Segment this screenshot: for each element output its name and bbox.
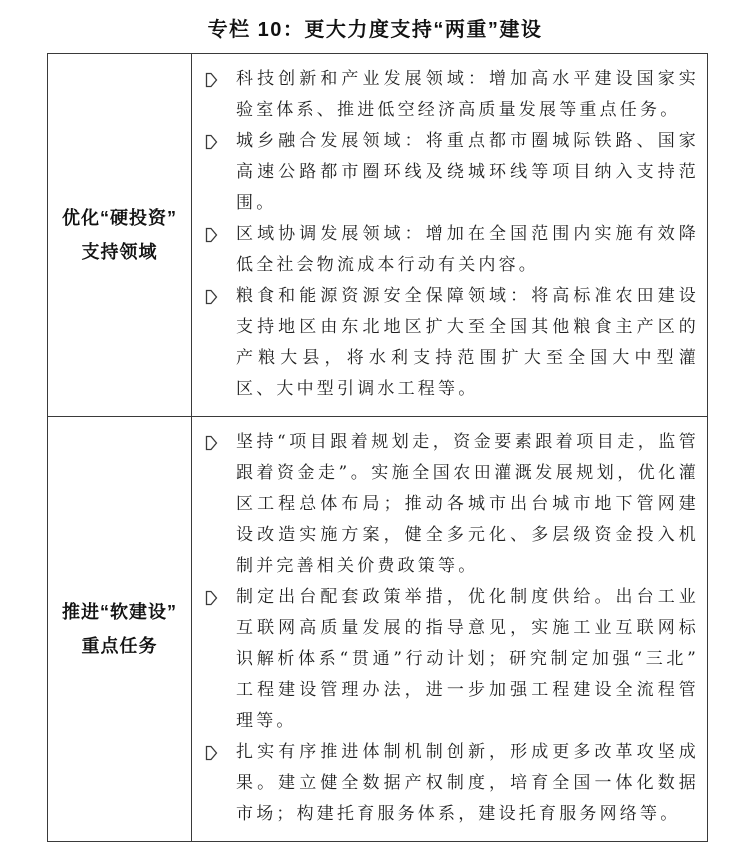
item-text: 粮食和能源资源安全保障领域：将高标准农田建设支持地区由东北地区扩大至全国其他粮食主产区的产粮大县，将水利支持范围扩大至全国大中型灌区、大中型引调水工程等。 [236,286,699,399]
arrow-bullet-icon [205,72,218,88]
item-text: 扎实有序推进体制机制创新，形成更多改革攻坚成果。建立健全数据产权制度，培育全国一体化数据市场；构建托育服务体系，建设托育服务网络等。 [236,742,699,824]
bullet-list [192,64,699,405]
row-header-line: 优化“硬投资” [62,208,177,228]
page-title: 专栏 10：更大力度支持“两重”建设 [207,19,543,41]
row-header-line: 重点任务 [81,636,158,656]
arrow-bullet-icon [205,289,218,305]
arrow-bullet-icon [205,227,218,243]
list-item [192,427,699,582]
column-box-table [47,53,708,842]
list-item [192,126,699,219]
list-item [192,219,699,281]
row-header-line: 推进“软建设” [62,602,177,622]
row-header-hard-investment [48,54,192,416]
list-item [192,281,699,405]
arrow-bullet-icon [205,590,218,606]
list-item [192,64,699,126]
row-header-soft-construction [48,416,192,841]
arrow-bullet-icon [205,435,218,451]
row-content-cell [192,416,707,841]
item-text: 城乡融合发展领域：将重点都市圈城际铁路、国家高速公路都市圈环线及绕城环线等项目纳入支持范围。 [236,131,699,213]
item-text: 科技创新和产业发展领域：增加高水平建设国家实验室体系、推进低空经济高质量发展等重点任务。 [236,69,699,120]
item-text: 坚持“项目跟着规划走，资金要素跟着项目走，监管跟着资金走”。实施全国农田灌溉发展规划，优化灌区工程总体布局；推动各城市出台城市地下管网建设改造实施方案，健全多元化、多层级资金投入机制并完善相关价费政策等。 [236,432,699,576]
arrow-bullet-icon [205,134,218,150]
list-item [192,582,699,737]
list-item [192,737,699,830]
item-text: 区域协调发展领域：增加在全国范围内实施有效降低全社会物流成本行动有关内容。 [236,224,699,275]
arrow-bullet-icon [205,745,218,761]
row-header-line: 支持领域 [81,242,158,262]
bullet-list [192,427,699,830]
row-content-cell [192,54,707,416]
item-text: 制定出台配套政策举措，优化制度供给。出台工业互联网高质量发展的指导意见，实施工业互联网标识解析体系“贯通”行动计划；研究制定加强“三北”工程建设管理办法，进一步加强工程建设全流程管理等。 [236,587,699,731]
